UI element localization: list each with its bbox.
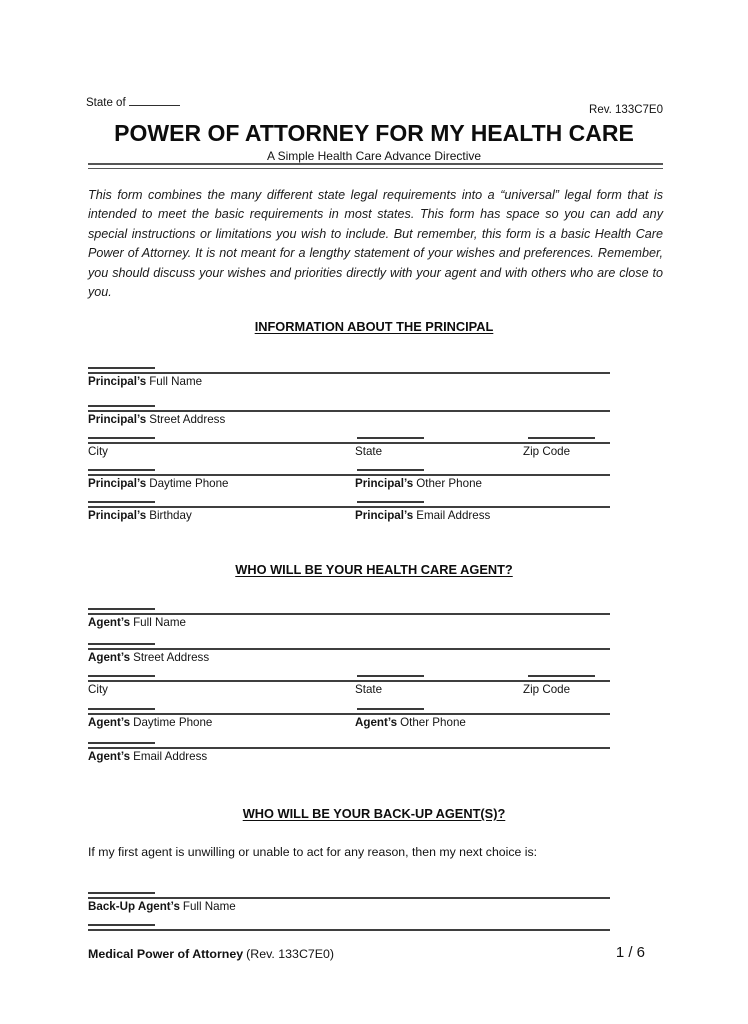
agent-daytime-phone-field[interactable] bbox=[88, 704, 355, 738]
backup-agent-fields bbox=[88, 888, 610, 952]
principal-daytime-phone-field[interactable] bbox=[88, 465, 355, 497]
blank-tick bbox=[88, 367, 155, 369]
section-heading-agent: WHO WILL BE YOUR HEALTH CARE AGENT? bbox=[235, 562, 513, 577]
blank-tick bbox=[88, 892, 155, 894]
footer-revision: (Rev. 133C7E0) bbox=[246, 947, 335, 961]
field-row bbox=[88, 465, 610, 497]
field-row bbox=[88, 497, 610, 529]
field-row bbox=[88, 604, 610, 639]
field-row bbox=[88, 704, 610, 738]
blank-tick bbox=[88, 469, 155, 471]
principal-zip-field[interactable] bbox=[523, 433, 610, 465]
field-label: State bbox=[355, 683, 383, 696]
agent-full-name-field[interactable] bbox=[88, 604, 610, 639]
blank-tick bbox=[88, 501, 155, 503]
field-label: Zip Code bbox=[523, 445, 571, 458]
field-label: Principal’s Street Address bbox=[88, 413, 226, 426]
field-row bbox=[88, 639, 610, 671]
field-label: Principal’s Email Address bbox=[355, 509, 491, 522]
backup-agent-full-name-field[interactable] bbox=[88, 888, 610, 920]
principal-state-field[interactable] bbox=[355, 433, 523, 465]
field-label: Agent’s Email Address bbox=[88, 750, 208, 763]
section-heading-backup-agent: WHO WILL BE YOUR BACK-UP AGENT(S)? bbox=[242, 806, 506, 821]
field-label: Agent’s Full Name bbox=[88, 616, 186, 629]
principal-birthday-field[interactable] bbox=[88, 497, 355, 529]
field-row bbox=[88, 888, 610, 920]
agent-city-field[interactable] bbox=[88, 671, 355, 704]
blank-tick bbox=[357, 469, 424, 471]
blank-tick bbox=[357, 675, 424, 677]
field-label: Principal’s Birthday bbox=[88, 509, 192, 522]
blank-tick bbox=[357, 708, 424, 710]
intro-paragraph: This form combines the many different state legal requirements into a “universal” legal form that is intended to meet the basic requirements in most states. This form has space so you can add any special instructions or limitations you wish to include. But remember, this form is a basic Health Care Power of Attorney. It is not meant for a lengthy statement of your wishes and preferences. Remember, you should discuss your wishes and priorities directly with your agent and with others who are close to you. bbox=[88, 188, 663, 300]
blank-tick bbox=[88, 643, 155, 645]
blank-tick bbox=[88, 608, 155, 610]
field-label: Agent’s Street Address bbox=[88, 651, 210, 664]
principal-fields bbox=[88, 363, 610, 529]
agent-other-phone-field[interactable] bbox=[355, 704, 610, 738]
field-row bbox=[88, 738, 610, 772]
agent-state-field[interactable] bbox=[355, 671, 523, 704]
principal-full-name-field[interactable] bbox=[88, 363, 610, 401]
principal-other-phone-field[interactable] bbox=[355, 465, 610, 497]
field-label: City bbox=[88, 445, 108, 458]
page-number: 1 / 6 bbox=[615, 944, 645, 961]
principal-email-field[interactable] bbox=[355, 497, 610, 529]
agent-street-address-field[interactable] bbox=[88, 639, 610, 671]
blank-tick bbox=[528, 675, 595, 677]
blank-tick bbox=[528, 437, 595, 439]
field-label: Principal’s Other Phone bbox=[355, 477, 482, 490]
blank-tick bbox=[357, 437, 424, 439]
blank-tick bbox=[357, 501, 424, 503]
revision-code: Rev. 133C7E0 bbox=[589, 104, 663, 116]
blank-tick bbox=[88, 708, 155, 710]
section-heading-principal: INFORMATION ABOUT THE PRINCIPAL bbox=[254, 319, 494, 334]
page-title: POWER OF ATTORNEY FOR MY HEALTH CARE bbox=[114, 120, 634, 146]
blank-tick bbox=[88, 437, 155, 439]
field-label: City bbox=[88, 683, 108, 696]
field-row bbox=[88, 671, 610, 704]
page-subtitle: A Simple Health Care Advance Directive bbox=[266, 149, 482, 163]
field-label: Zip Code bbox=[523, 683, 571, 696]
principal-city-field[interactable] bbox=[88, 433, 355, 465]
blank-tick bbox=[88, 405, 155, 407]
footer-title-bold: Medical Power of Attorney bbox=[88, 947, 244, 961]
field-label: Principal’s Full Name bbox=[88, 375, 203, 388]
blank-tick bbox=[88, 675, 155, 677]
field-label: State bbox=[355, 445, 383, 458]
agent-email-field[interactable] bbox=[88, 738, 610, 772]
agent-fields bbox=[88, 604, 610, 772]
field-label: Agent’s Daytime Phone bbox=[88, 716, 213, 729]
principal-street-address-field[interactable] bbox=[88, 401, 610, 433]
field-row bbox=[88, 401, 610, 433]
blank-tick bbox=[88, 742, 155, 744]
field-label: Agent’s Other Phone bbox=[355, 716, 466, 729]
field-label: Principal’s Daytime Phone bbox=[88, 477, 229, 490]
field-row bbox=[88, 433, 610, 465]
state-of-label: State of bbox=[86, 97, 126, 109]
field-row bbox=[88, 363, 610, 401]
title-divider bbox=[88, 163, 663, 169]
backup-agent-note: If my first agent is unwilling or unable to act for any reason, then my next choice is: bbox=[88, 845, 538, 859]
blank-tick bbox=[88, 924, 155, 926]
field-label: Back-Up Agent’s Full Name bbox=[88, 900, 236, 913]
agent-zip-field[interactable] bbox=[523, 671, 610, 704]
